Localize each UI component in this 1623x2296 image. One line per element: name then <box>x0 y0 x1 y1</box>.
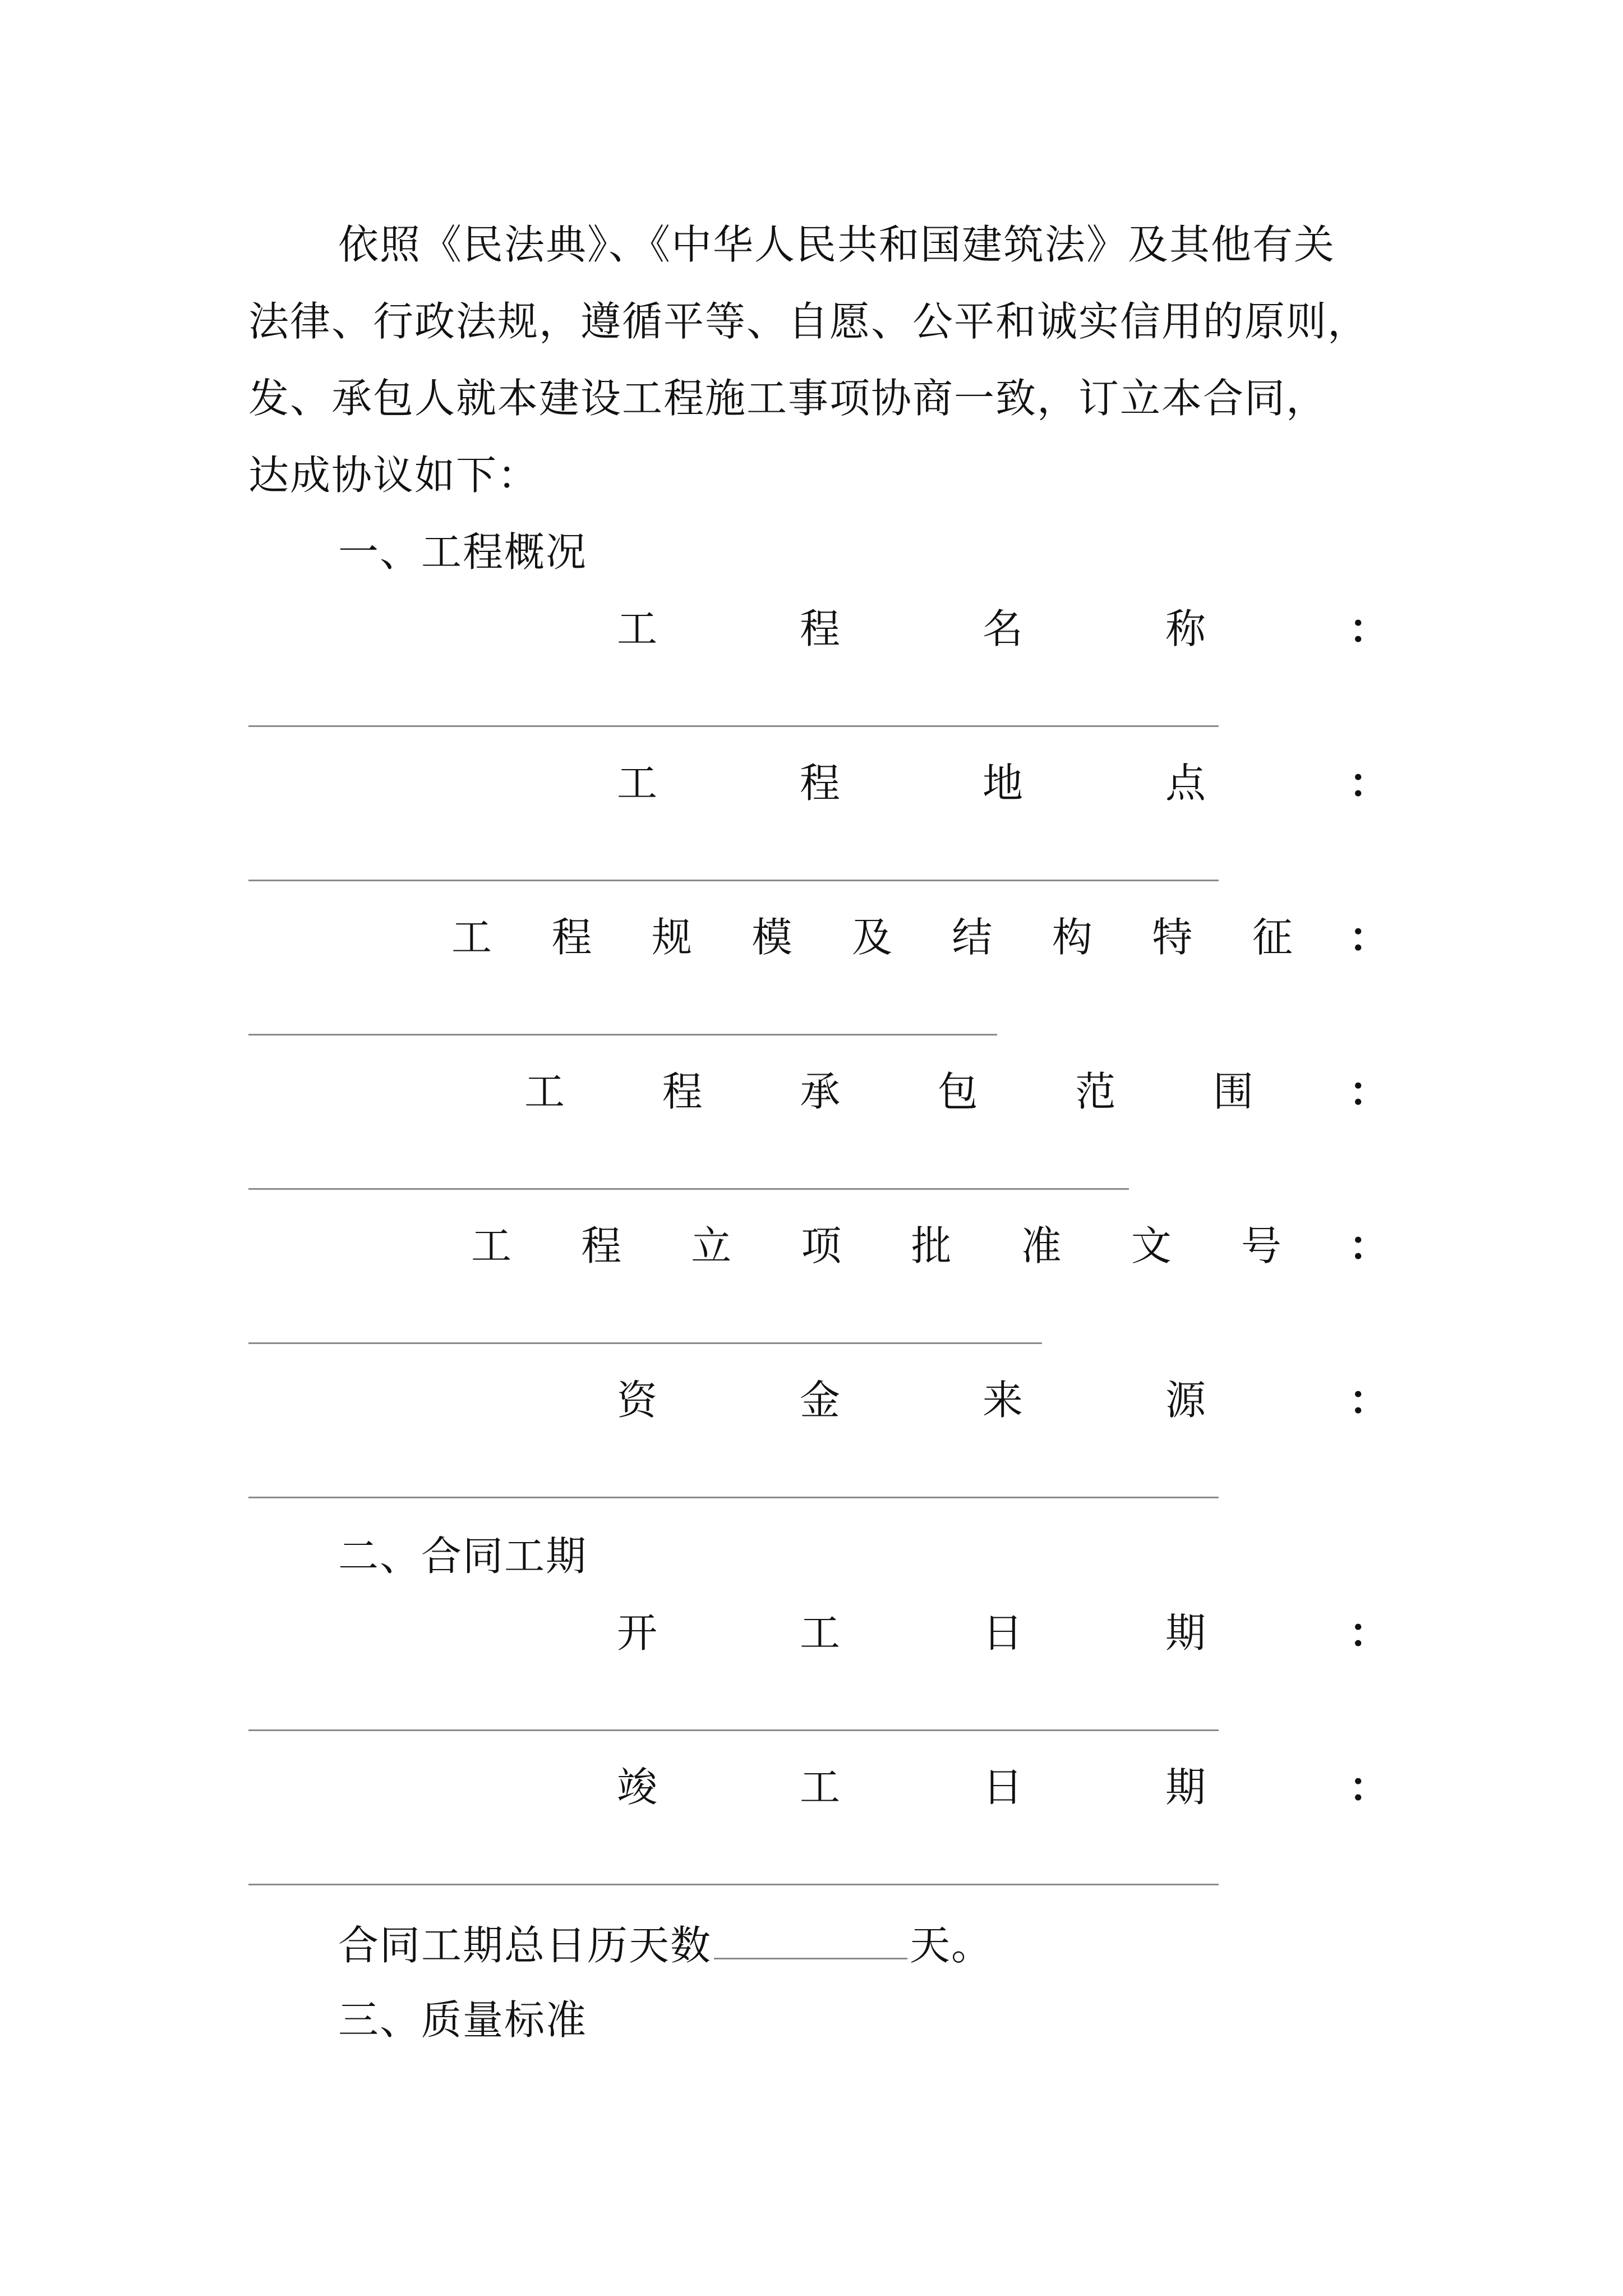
fill-in-line-scale-structure[interactable] <box>248 1034 997 1036</box>
field-colon: ： <box>1349 1068 1390 1115</box>
field-scale-structure-label <box>451 914 1293 961</box>
field-colon: ： <box>1349 913 1390 961</box>
label-char: 程 <box>581 1222 622 1269</box>
label-char: 金 <box>799 1377 840 1424</box>
label-char: 地 <box>982 760 1023 807</box>
label-char: 项 <box>801 1222 842 1269</box>
total-days-suffix: 天。 <box>910 1922 993 1969</box>
field-colon: ： <box>1349 1376 1390 1424</box>
fill-in-line-project-name[interactable] <box>248 725 1219 727</box>
field-start-date-label <box>617 1609 1206 1657</box>
section-1-heading: 一、工程概况 <box>338 528 588 576</box>
label-char: 程 <box>799 605 840 652</box>
field-colon: ： <box>1349 1609 1390 1657</box>
field-colon: ： <box>1349 605 1390 652</box>
label-char: 规 <box>651 914 692 961</box>
label-char: 工 <box>451 914 492 961</box>
field-colon: ： <box>1349 1763 1390 1811</box>
label-char: 竣 <box>617 1764 658 1811</box>
label-char: 工 <box>524 1068 565 1115</box>
section-2-heading: 二、合同工期 <box>338 1533 588 1580</box>
label-char: 源 <box>1165 1377 1206 1424</box>
label-char: 名 <box>982 605 1023 652</box>
label-char: 及 <box>851 914 892 961</box>
label-char: 程 <box>551 914 592 961</box>
fill-in-line-project-location[interactable] <box>248 880 1219 881</box>
label-char: 围 <box>1212 1068 1253 1115</box>
label-char: 号 <box>1241 1222 1281 1269</box>
field-colon: ： <box>1349 759 1390 807</box>
label-char: 程 <box>799 760 840 807</box>
field-project-location-label <box>617 760 1206 807</box>
field-funding-source-label <box>617 1377 1206 1424</box>
label-char: 工 <box>617 760 658 807</box>
label-char: 范 <box>1075 1068 1116 1115</box>
label-char: 批 <box>911 1222 952 1269</box>
label-char: 期 <box>1165 1764 1206 1811</box>
fill-in-line-funding-source[interactable] <box>248 1497 1219 1498</box>
label-char: 包 <box>937 1068 978 1115</box>
total-calendar-days-line <box>338 1922 993 1969</box>
field-project-name-label <box>617 605 1206 652</box>
label-char: 工 <box>617 605 658 652</box>
label-char: 承 <box>800 1068 841 1115</box>
field-approval-number-label <box>471 1222 1281 1269</box>
intro-line-1: 依照《民法典》、《中华人民共和国建筑法》及其他有关 <box>338 221 1336 268</box>
label-char: 日 <box>982 1764 1023 1811</box>
fill-in-line-contract-scope[interactable] <box>248 1188 1129 1190</box>
label-char: 文 <box>1131 1222 1172 1269</box>
label-char: 特 <box>1152 914 1193 961</box>
fill-in-line-start-date[interactable] <box>248 1729 1219 1731</box>
label-char: 构 <box>1052 914 1092 961</box>
label-char: 开 <box>617 1609 658 1657</box>
label-char: 结 <box>952 914 993 961</box>
label-char: 期 <box>1165 1609 1206 1657</box>
label-char: 工 <box>799 1609 840 1657</box>
label-char: 立 <box>691 1222 732 1269</box>
field-completion-date-label <box>617 1764 1206 1811</box>
label-char: 模 <box>751 914 792 961</box>
field-contract-scope-label <box>524 1068 1253 1115</box>
label-char: 点 <box>1165 760 1206 807</box>
label-char: 工 <box>471 1222 512 1269</box>
fill-in-line-approval-number[interactable] <box>248 1342 1042 1344</box>
label-char: 工 <box>799 1764 840 1811</box>
label-char: 来 <box>982 1377 1023 1424</box>
section-3-heading: 三、质量标准 <box>338 1996 588 2044</box>
label-char: 程 <box>662 1068 703 1115</box>
label-char: 日 <box>982 1609 1023 1657</box>
label-char: 称 <box>1165 605 1206 652</box>
total-days-prefix: 合同工期总日历天数 <box>338 1922 712 1969</box>
fill-in-line-completion-date[interactable] <box>248 1884 1219 1885</box>
field-colon: ： <box>1349 1222 1390 1269</box>
intro-line-3: 发、承包人就本建设工程施工事项协商一致，订立本合同， <box>248 375 1328 422</box>
intro-line-4: 达成协议如下： <box>248 452 540 499</box>
total-days-blank[interactable] <box>714 1923 907 1959</box>
label-char: 征 <box>1252 914 1293 961</box>
intro-line-2: 法律、行政法规，遵循平等、自愿、公平和诚实信用的原则， <box>248 298 1370 345</box>
label-char: 准 <box>1021 1222 1062 1269</box>
label-char: 资 <box>617 1377 658 1424</box>
